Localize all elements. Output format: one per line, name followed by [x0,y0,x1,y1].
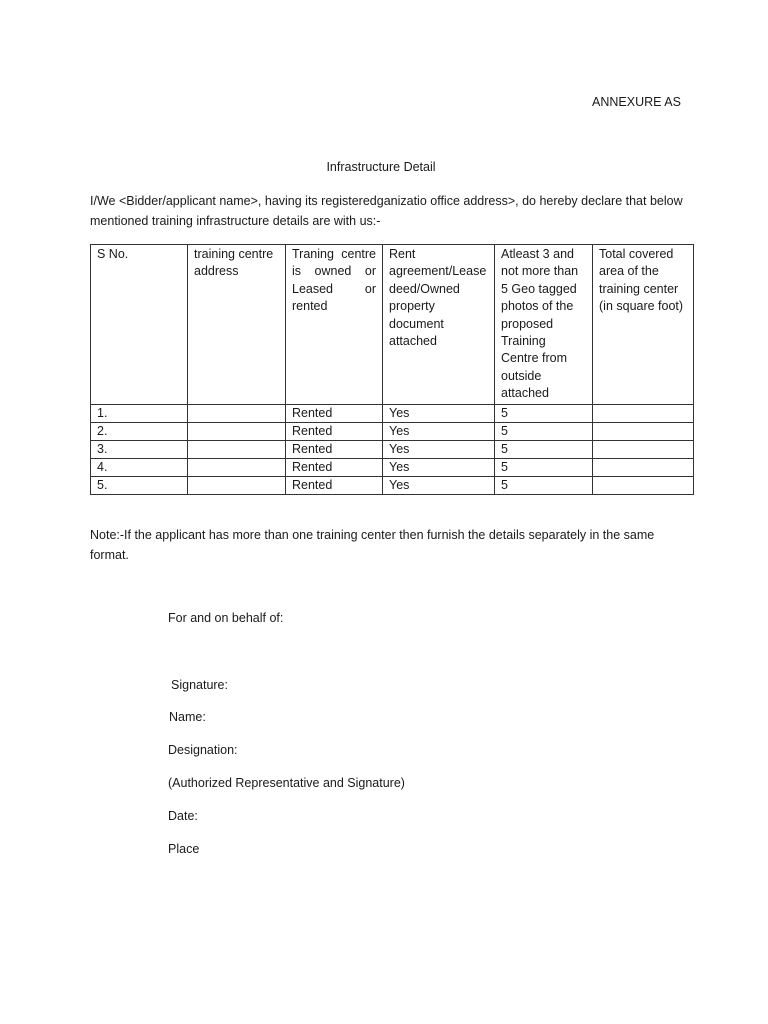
header-ownership: Traning centre is owned or Leased or rented [286,245,383,405]
signature-label: Signature: [171,678,228,692]
cell-area [593,476,694,494]
header-area: Total covered area of the training center (in square foot) [593,245,694,405]
cell-photos: 5 [495,404,593,422]
cell-address [188,422,286,440]
designation-label: Designation: [168,743,238,757]
annexure-label: ANNEXURE AS [592,95,681,109]
name-label: Name: [169,710,206,724]
cell-address [188,404,286,422]
cell-s-no: 2. [91,422,188,440]
cell-document: Yes [383,458,495,476]
cell-address [188,440,286,458]
cell-s-no: 3. [91,440,188,458]
cell-ownership: Rented [286,422,383,440]
cell-document: Yes [383,422,495,440]
cell-area [593,404,694,422]
authorized-representative-label: (Authorized Representative and Signature) [168,776,405,790]
behalf-label: For and on behalf of: [168,611,284,625]
cell-document: Yes [383,404,495,422]
cell-photos: 5 [495,458,593,476]
cell-ownership: Rented [286,404,383,422]
cell-s-no: 5. [91,476,188,494]
table-header-row [91,245,694,405]
header-photos: Atleast 3 and not more than 5 Geo tagged photos of the proposed Training Centre from outside attached [495,245,593,405]
document-title: Infrastructure Detail [326,160,436,174]
declaration-text: I/We <Bidder/applicant name>, having its registeredganizatio office address>, do hereby declare that below mentioned training infrastructure details are with us:- [90,194,683,228]
cell-area [593,422,694,440]
note-text: Note:-If the applicant has more than one training center then furnish the details separately in the same format. [90,528,655,562]
cell-ownership: Rented [286,440,383,458]
table-row [91,404,694,422]
cell-s-no: 4. [91,458,188,476]
header-s-no: S No. [91,245,188,405]
table-row [91,476,694,494]
cell-s-no: 1. [91,404,188,422]
table-row [91,422,694,440]
infrastructure-table [90,244,694,495]
cell-photos: 5 [495,476,593,494]
date-label: Date: [168,809,198,823]
table-row [91,440,694,458]
cell-address [188,476,286,494]
cell-area [593,440,694,458]
cell-document: Yes [383,440,495,458]
cell-document: Yes [383,476,495,494]
header-address: training centre address [188,245,286,405]
cell-area [593,458,694,476]
cell-photos: 5 [495,440,593,458]
cell-ownership: Rented [286,458,383,476]
table-row [91,458,694,476]
place-label: Place [168,842,200,856]
cell-address [188,458,286,476]
cell-ownership: Rented [286,476,383,494]
header-document: Rent agreement/Lease deed/Owned property document attached [383,245,495,405]
cell-photos: 5 [495,422,593,440]
